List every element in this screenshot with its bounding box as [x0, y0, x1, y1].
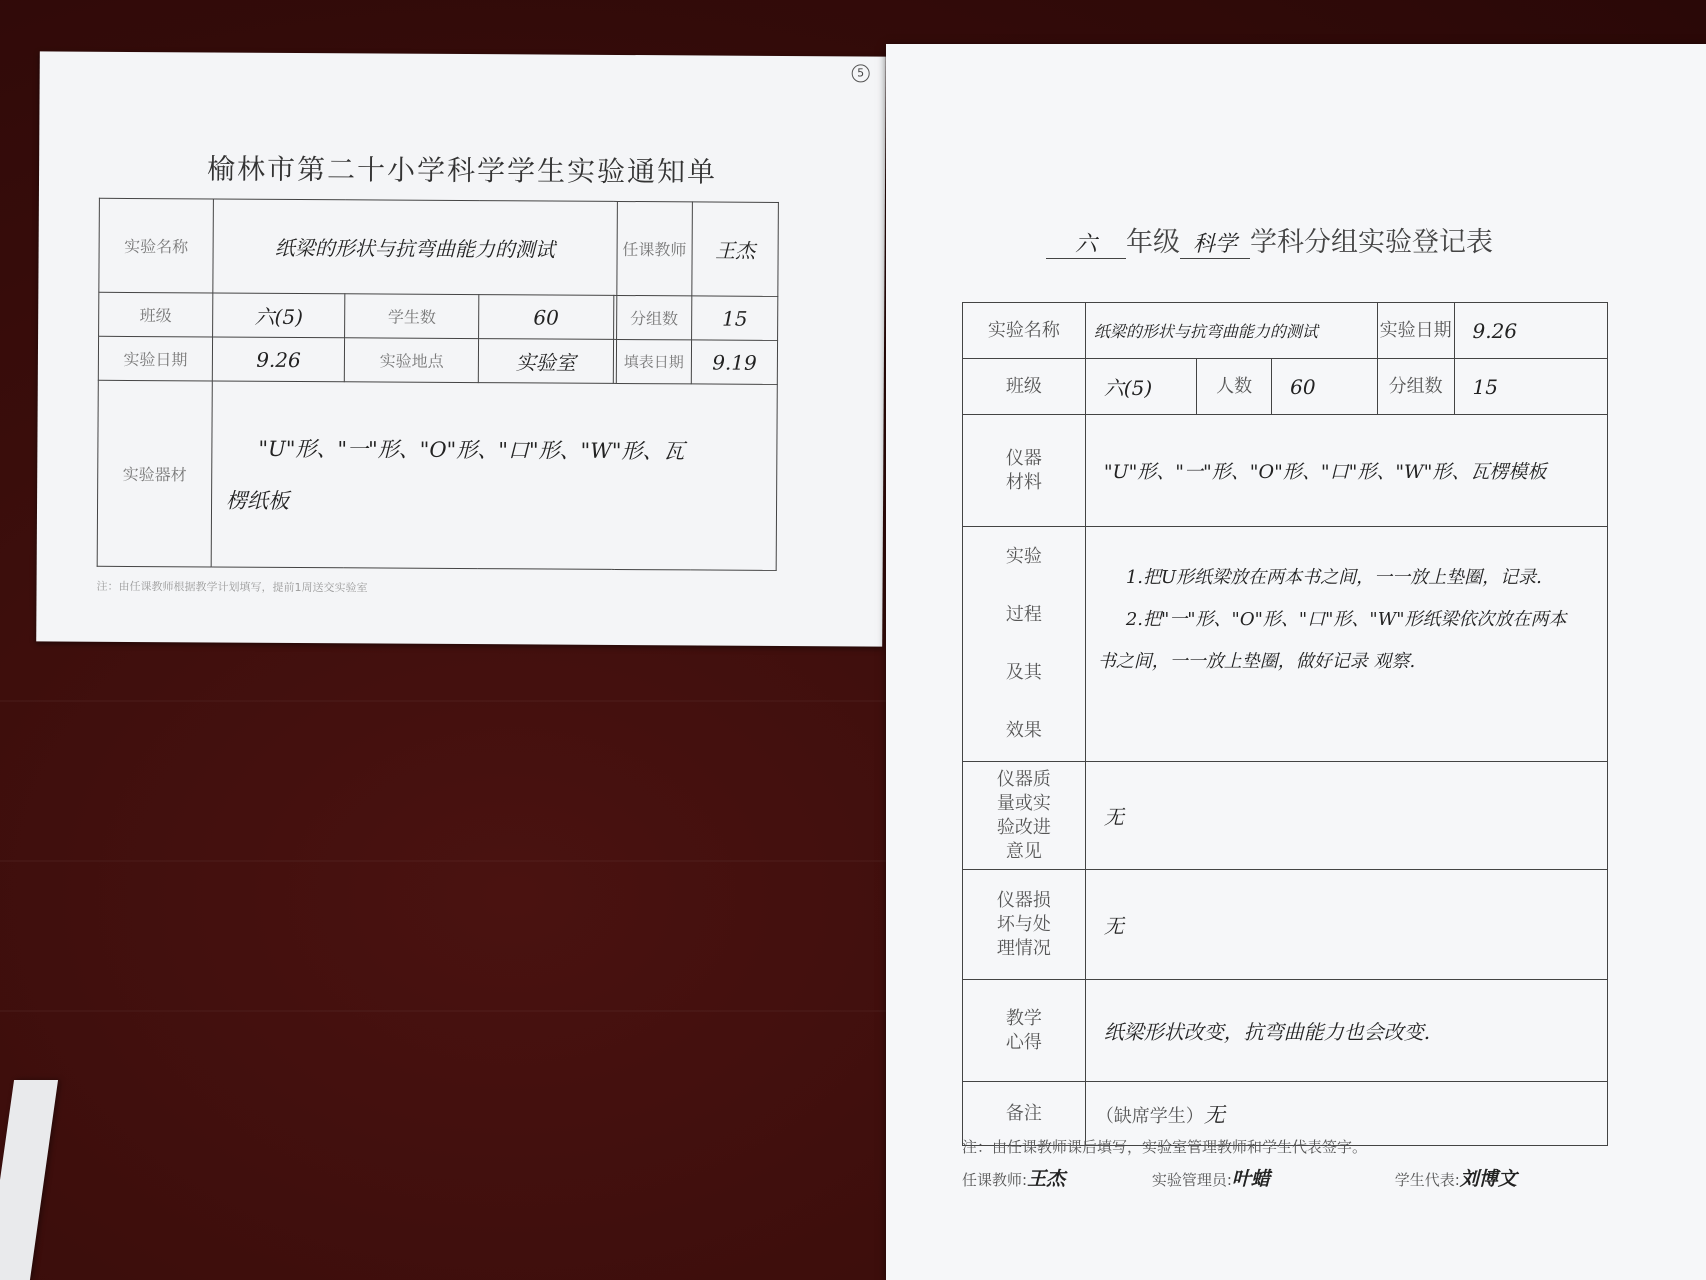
- label-process-1: 实验: [1005, 546, 1042, 567]
- paper-edge: [0, 1080, 58, 1280]
- register-title: [1046, 220, 1493, 259]
- label-experiment-date: 实验日期: [98, 336, 212, 381]
- label-experiment-name: 实验名称: [963, 303, 1086, 359]
- title-grade-word: 年级: [1126, 227, 1180, 258]
- student-sig-label: 学生代表:: [1394, 1171, 1460, 1189]
- student-signature: 刘博文: [1459, 1168, 1517, 1190]
- notice-table: [97, 198, 779, 571]
- process-line-1: 1.把U形纸梁放在两本书之间，一一放上垫圈，记录.: [1125, 567, 1542, 588]
- label-experiment-name: 实验名称: [99, 198, 214, 293]
- register-footnote: 注：由任课教师课后填写，实验室管理教师和学生代表签字。: [962, 1138, 1368, 1156]
- label-people: 人数: [1197, 359, 1272, 415]
- label-remarks: 备注: [963, 1082, 1086, 1146]
- value-quality: 无: [1085, 762, 1607, 870]
- page-number-mark: 5: [852, 64, 870, 82]
- label-experiment-date: 实验日期: [1377, 303, 1454, 359]
- value-equipment: [211, 381, 777, 570]
- label-class: 班级: [963, 359, 1086, 415]
- notice-sheet: [36, 51, 886, 646]
- signature-row: [962, 1164, 1602, 1191]
- label-damage: 仪器损坏与处理情况: [963, 870, 1086, 980]
- label-location: 实验地点: [344, 338, 478, 383]
- value-class: 六(5): [213, 293, 345, 338]
- label-student-count: 学生数: [345, 294, 479, 339]
- value-teacher: 王杰: [692, 202, 778, 297]
- label-materials: 仪器材料: [963, 415, 1086, 527]
- value-experiment-name: 纸梁的形状与抗弯曲能力的测试: [213, 199, 617, 295]
- teacher-signature: 王杰: [1027, 1168, 1066, 1190]
- label-quality: 仪器质量或实验改进意见: [963, 762, 1086, 870]
- value-experiment-date: 9.26: [1454, 303, 1607, 359]
- notice-title: 榆林市第二十小学科学学生实验通知单: [206, 152, 718, 189]
- value-student-count: 60: [479, 295, 613, 340]
- register-table: [962, 302, 1608, 1146]
- value-experiment-name: 纸梁的形状与抗弯曲能力的测试: [1085, 303, 1377, 359]
- value-experiment-date: 9.26: [212, 337, 344, 382]
- remarks-prefix: （缺席学生）: [1095, 1105, 1204, 1127]
- notice-footnote: 注：由任课教师根据教学计划填写，提前1周送交实验室: [96, 579, 368, 595]
- process-line-2: 2.把"一"形、"O"形、"口"形、"W"形纸梁依次放在两本: [1125, 609, 1567, 630]
- value-location: 实验室: [479, 339, 613, 384]
- label-fill-date: 填表日期: [616, 339, 692, 383]
- label-process-4: 效果: [1005, 720, 1042, 741]
- value-materials: "U"形、"一"形、"O"形、"口"形、"W"形、瓦楞模板: [1085, 415, 1607, 527]
- label-group-count: 分组数: [616, 295, 692, 339]
- value-fill-date: 9.19: [691, 340, 777, 385]
- value-people: 60: [1272, 359, 1378, 415]
- value-process: [1085, 527, 1607, 762]
- equipment-line-1: "U"形、"一"形、"O"形、"口"形、"W"形、瓦: [258, 436, 685, 463]
- register-sheet: [886, 44, 1706, 1280]
- admin-signature: 叶蜡: [1231, 1168, 1270, 1190]
- label-process: [963, 527, 1086, 762]
- label-group-count: 分组数: [1377, 359, 1454, 415]
- value-group-count: 15: [692, 296, 778, 341]
- title-grade: 六: [1046, 227, 1126, 259]
- label-insight: 教学心得: [963, 980, 1086, 1082]
- value-insight: 纸梁形状改变，抗弯曲能力也会改变.: [1085, 980, 1607, 1082]
- label-process-3: 及其: [1005, 662, 1042, 683]
- remarks-value: 无: [1203, 1102, 1225, 1127]
- process-line-3: 书之间，一一放上垫圈，做好记录 观察.: [1097, 651, 1416, 672]
- teacher-sig-label: 任课教师:: [962, 1171, 1028, 1189]
- equipment-line-2: 楞纸板: [225, 488, 290, 513]
- label-teacher: 任课教师: [616, 201, 692, 295]
- label-equipment: 实验器材: [97, 380, 212, 567]
- title-subject: 科学: [1180, 227, 1250, 259]
- value-damage: 无: [1085, 870, 1607, 980]
- label-class: 班级: [99, 292, 213, 337]
- title-suffix: 学科分组实验登记表: [1250, 227, 1493, 258]
- value-class: 六(5): [1085, 359, 1196, 415]
- value-group-count: 15: [1454, 359, 1607, 415]
- label-process-2: 过程: [1005, 604, 1042, 625]
- admin-sig-label: 实验管理员:: [1151, 1171, 1232, 1189]
